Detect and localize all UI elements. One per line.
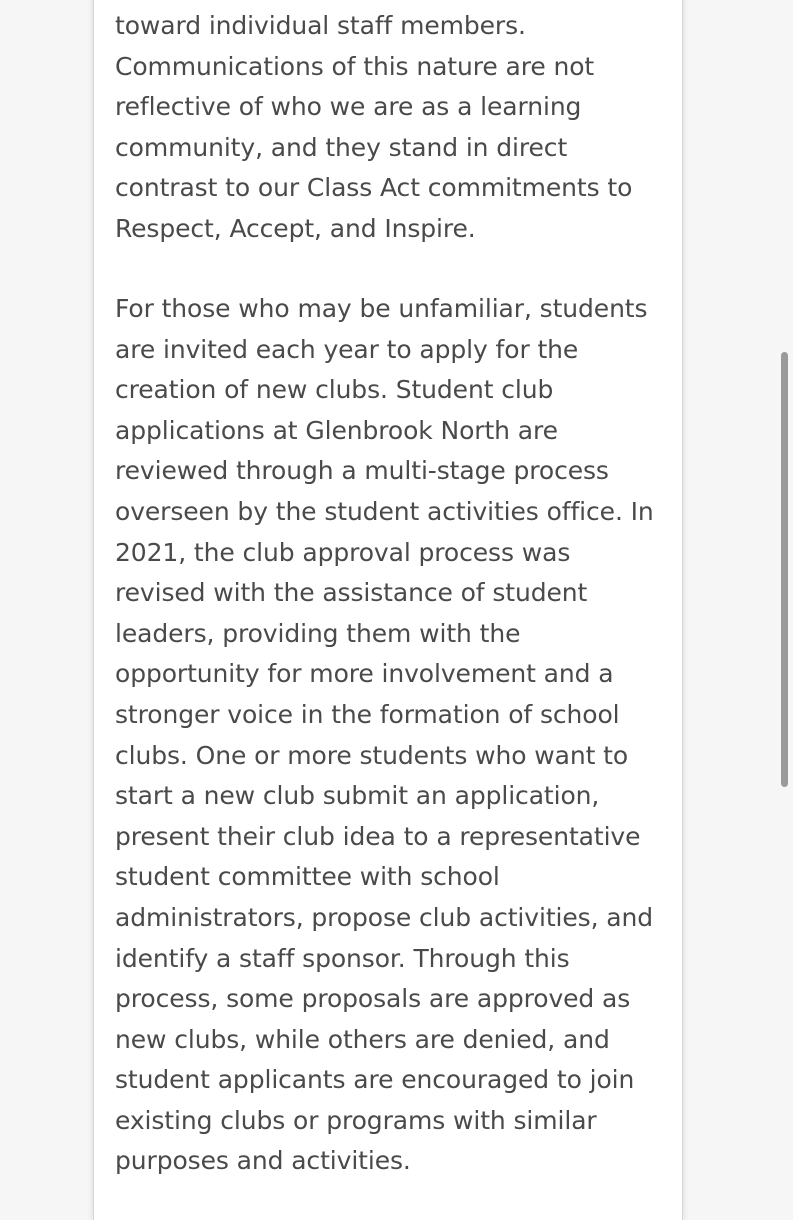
vertical-scrollbar-thumb[interactable] — [781, 352, 788, 787]
text-line: community, and they stand in direct — [115, 132, 568, 162]
text-line: process, some proposals are approved as — [115, 984, 631, 1014]
article-paragraph-2 — [115, 289, 675, 1182]
text-line: new clubs, while others are denied, and — [115, 1024, 610, 1054]
text-line: reflective of who we are as a learning — [115, 92, 582, 122]
text-line: present their club idea to a representative — [115, 821, 641, 851]
text-line: 2021, the club approval process was — [115, 537, 571, 567]
text-line: opportunity for more involvement and a — [115, 659, 614, 689]
text-line: existing clubs or programs with similar — [115, 1105, 597, 1135]
text-line: purposes and activities. — [115, 1146, 411, 1176]
text-line: Respect, Accept, and Inspire. — [115, 213, 476, 243]
text-line: toward individual staff members. — [115, 11, 526, 40]
text-line: start a new club submit an application, — [115, 781, 600, 811]
text-line: clubs. One or more students who want to — [115, 740, 629, 770]
text-line: student committee with school — [115, 862, 500, 892]
text-line: applications at Glenbrook North are — [115, 415, 558, 445]
article-paragraph-1 — [115, 6, 675, 250]
text-line: creation of new clubs. Student club — [115, 375, 554, 405]
text-line: reviewed through a multi-stage process — [115, 456, 609, 486]
text-line: leaders, providing them with the — [115, 618, 521, 648]
text-line: administrators, propose club activities, and — [115, 902, 653, 932]
text-line: contrast to our Class Act commitments to — [115, 173, 633, 203]
text-line: student applicants are encouraged to join — [115, 1065, 635, 1095]
text-line: For those who may be unfamiliar, students — [115, 294, 648, 323]
text-line: Communications of this nature are not — [115, 51, 595, 81]
text-line: identify a staff sponsor. Through this — [115, 943, 570, 973]
text-line: stronger voice in the formation of school — [115, 699, 620, 729]
text-line: are invited each year to apply for the — [115, 334, 579, 364]
text-line: revised with the assistance of student — [115, 578, 588, 608]
text-line: overseen by the student activities office. In — [115, 496, 654, 526]
